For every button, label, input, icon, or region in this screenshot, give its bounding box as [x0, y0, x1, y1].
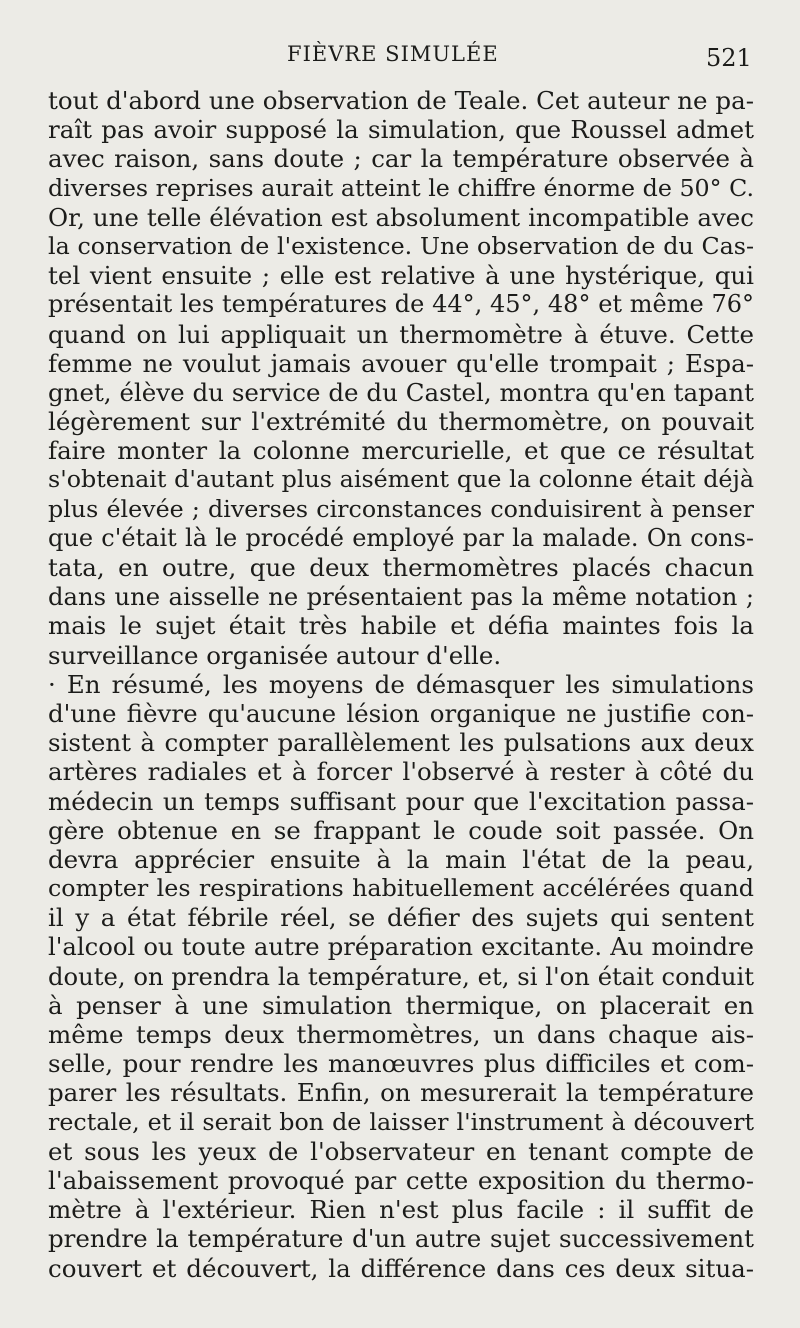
- text-line: et sous les yeux de l'observateur en tenant compte de: [48, 1136, 754, 1166]
- text-line: raît pas avoir supposé la simulation, que Roussel admet: [48, 115, 754, 145]
- text-line: l'alcool ou toute autre préparation excitante. Au moindre: [48, 932, 754, 962]
- text-line: gnet, élève du service de du Castel, montra qu'en tapant: [48, 377, 754, 407]
- text-line: prendre la température d'un autre sujet successivement: [48, 1224, 754, 1254]
- page-number: 521: [706, 44, 752, 72]
- text-line: légèrement sur l'extrémité du thermomètre, on pouvait: [48, 407, 754, 437]
- text-line: · En résumé, les moyens de démasquer les simulations: [48, 669, 754, 699]
- text-line: médecin un temps suffisant pour que l'excitation passa-: [48, 786, 754, 816]
- text-line: plus élevée ; diverses circonstances conduisirent à penser: [48, 494, 754, 523]
- text-line: diverses reprises aurait atteint le chiffre énorme de 50° C.: [48, 173, 754, 202]
- body-text: [48, 86, 754, 1283]
- text-line: parer les résultats. Enfin, on mesurerait la température: [48, 1078, 754, 1108]
- text-line: gère obtenue en se frappant le coude soit passée. On: [48, 815, 754, 845]
- text-line: surveillance organisée autour d'elle.: [48, 640, 502, 670]
- text-line: selle, pour rendre les manœuvres plus difficiles et com-: [48, 1049, 754, 1079]
- text-line: avec raison, sans doute ; car la température observée à: [48, 144, 754, 174]
- text-line: même temps deux thermomètres, un dans chaque ais-: [48, 1020, 754, 1049]
- text-line: doute, on prendra la température, et, si l'on était conduit: [48, 961, 754, 991]
- text-line: devra apprécier ensuite à la main l'état de la peau,: [48, 844, 754, 874]
- text-line: la conservation de l'existence. Une observation de du Cas-: [48, 231, 754, 260]
- text-line: présentait les températures de 44°, 45°, 48° et même 76°: [48, 290, 754, 319]
- text-line: tout d'abord une observation de Teale. Cet auteur ne pa-: [48, 86, 754, 115]
- text-line: artères radiales et à forcer l'observé à rester à côté du: [48, 757, 754, 787]
- text-line: que c'était là le procédé employé par la malade. On cons-: [48, 523, 754, 552]
- text-line: faire monter la colonne mercurielle, et que ce résultat: [48, 436, 754, 466]
- text-line: mais le sujet était très habile et défia maintes fois la: [48, 611, 754, 641]
- text-line: sistent à compter parallèlement les pulsations aux deux: [48, 728, 754, 758]
- text-line: mètre à l'extérieur. Rien n'est plus facile : il suffit de: [48, 1195, 754, 1225]
- text-line: s'obtenait d'autant plus aisément que la colonne était déjà: [48, 465, 754, 494]
- text-line: couvert et découvert, la différence dans ces deux situa-: [48, 1253, 754, 1283]
- text-line: Or, une telle élévation est absolument incompatible avec: [48, 202, 754, 232]
- text-line: femme ne voulut jamais avouer qu'elle trompait ; Espa-: [48, 348, 754, 378]
- text-line: dans une aisselle ne présentaient pas la même notation ;: [48, 582, 754, 612]
- text-line: à penser à une simulation thermique, on placerait en: [48, 990, 754, 1020]
- text-line: rectale, et il serait bon de laisser l'instrument à découvert: [48, 1107, 754, 1136]
- text-line: tata, en outre, que deux thermomètres placés chacun: [48, 553, 754, 582]
- text-line: d'une fièvre qu'aucune lésion organique ne justifie con-: [48, 698, 754, 728]
- text-line: il y a état fébrile réel, se défier des sujets qui sentent: [48, 903, 754, 933]
- text-line: compter les respirations habituellement accélérées quand: [48, 874, 754, 903]
- text-line: tel vient ensuite ; elle est relative à une hystérique, qui: [48, 261, 754, 291]
- text-line: quand on lui appliquait un thermomètre à étuve. Cette: [48, 319, 754, 349]
- text-line: l'abaissement provoqué par cette exposition du thermo-: [48, 1165, 754, 1195]
- page-header: [0, 36, 800, 76]
- running-title: FIÈVRE SIMULÉE: [287, 42, 499, 66]
